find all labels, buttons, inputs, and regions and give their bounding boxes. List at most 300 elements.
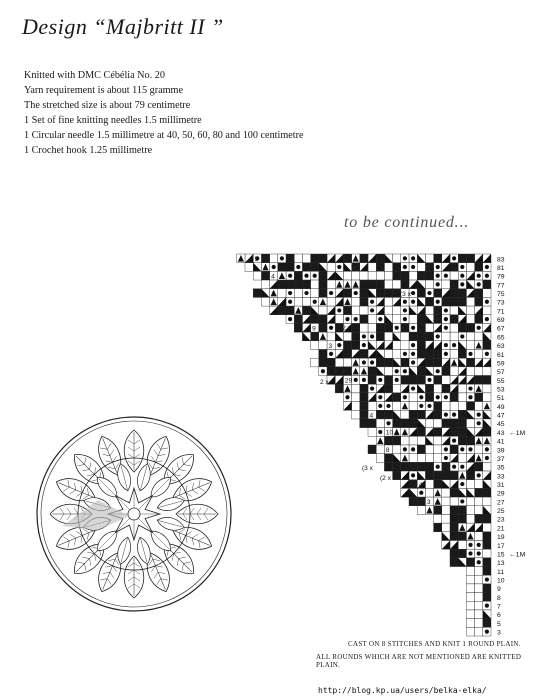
chart-cell [483, 558, 491, 567]
chart-cell [368, 341, 376, 350]
chart-cell [261, 271, 269, 280]
chart-cell [442, 436, 450, 445]
chart-cell [458, 254, 466, 263]
row-number: 37 [497, 455, 505, 463]
chart-cell [475, 488, 483, 497]
row-number: 81 [497, 264, 505, 272]
chart-cell [393, 323, 401, 332]
chart-cell [417, 471, 425, 480]
chart-cell [450, 271, 458, 280]
leaf-icon [176, 504, 218, 524]
chart-cell [278, 289, 286, 298]
chart-cell [458, 488, 466, 497]
chart-cell [311, 358, 319, 367]
chart-cell [475, 549, 483, 558]
chart-cell [270, 254, 278, 263]
chart-cell [483, 497, 491, 506]
chart-cell [434, 315, 442, 324]
chart-cell [368, 271, 376, 280]
chart-cell [434, 263, 442, 272]
row-number: 49 [497, 403, 505, 411]
chart-cell [434, 384, 442, 393]
chart-cell [368, 350, 376, 359]
chart-cell [458, 454, 466, 463]
chart-cell [483, 393, 491, 402]
chart-cell [466, 410, 474, 419]
chart-cell [401, 419, 409, 428]
chart-cell [434, 436, 442, 445]
chart-cell [475, 558, 483, 567]
chart-cell [475, 306, 483, 315]
chart-cell [417, 454, 425, 463]
chart-cell [442, 523, 450, 532]
chart-cell [483, 488, 491, 497]
spec-size: The stretched size is about 79 centimetre [24, 100, 191, 111]
chart-cell [352, 410, 360, 419]
chart-cell [368, 402, 376, 411]
chart-cell [458, 350, 466, 359]
chart-cell [466, 323, 474, 332]
chart-cell [360, 350, 368, 359]
chart-cell [253, 271, 261, 280]
chart-cell [466, 627, 474, 636]
row-number: 79 [497, 273, 505, 281]
row-number: 69 [497, 317, 505, 325]
chart-cell [450, 280, 458, 289]
chart-cell [302, 332, 310, 341]
chart-cell [434, 393, 442, 402]
chart-cell [368, 306, 376, 315]
chart-cell [466, 454, 474, 463]
chart-cell [442, 497, 450, 506]
chart-cell [368, 315, 376, 324]
chart-cell [450, 323, 458, 332]
chart-cell [417, 263, 425, 272]
chart-cell [483, 263, 491, 272]
chart-cell [483, 575, 491, 584]
chart-cell [384, 297, 392, 306]
chart-cell [261, 297, 269, 306]
chart-cell [409, 454, 417, 463]
chart-cell [409, 254, 417, 263]
chart-cell [458, 445, 466, 454]
row-number: 5 [497, 620, 501, 628]
chart-cell [384, 271, 392, 280]
chart-cell [401, 402, 409, 411]
chart-cell [450, 341, 458, 350]
chart-cell [417, 367, 425, 376]
chart-cell [278, 263, 286, 272]
chart-cell [434, 271, 442, 280]
chart-cell [376, 358, 384, 367]
chart-cell [417, 358, 425, 367]
chart-cell [466, 532, 474, 541]
chart-cell [393, 445, 401, 454]
chart-cell [311, 289, 319, 298]
chart-cell [417, 497, 425, 506]
chart-cell [475, 376, 483, 385]
chart-cell [384, 254, 392, 263]
crossing-label: (3 x [362, 465, 373, 472]
chart-cell [368, 358, 376, 367]
chart-cell [450, 462, 458, 471]
chart-cell [466, 350, 474, 359]
chart-cell [483, 358, 491, 367]
chart-cell [343, 271, 351, 280]
chart-cell [401, 306, 409, 315]
chart-cell [401, 323, 409, 332]
chart-cell [270, 306, 278, 315]
cell-count: 7 [287, 308, 292, 316]
chart-cell [343, 367, 351, 376]
row-number: 39 [497, 447, 505, 455]
chart-cell [393, 402, 401, 411]
chart-cell [417, 315, 425, 324]
chart-cell [483, 567, 491, 576]
chart-cell [368, 323, 376, 332]
chart-cell [458, 367, 466, 376]
chart-cell [311, 271, 319, 280]
chart-cell [466, 367, 474, 376]
chart-cell [417, 254, 425, 263]
chart-cell [417, 332, 425, 341]
chart-cell [278, 280, 286, 289]
chart-cell [319, 271, 327, 280]
chart-cell [327, 315, 335, 324]
chart-cell [450, 263, 458, 272]
chart-cell [352, 271, 360, 280]
chart-cell [335, 280, 343, 289]
chart-cell [302, 323, 310, 332]
chart-cell [442, 428, 450, 437]
chart-cell [352, 332, 360, 341]
chart-cell [319, 332, 327, 341]
chart-cell [335, 341, 343, 350]
chart-cell [483, 471, 491, 480]
chart-cell [401, 254, 409, 263]
chart-cell [393, 332, 401, 341]
chart-cell [475, 541, 483, 550]
chart-cell [458, 280, 466, 289]
chart-cell [425, 323, 433, 332]
chart-cell [384, 341, 392, 350]
chart-cell [360, 402, 368, 411]
chart-cell [466, 297, 474, 306]
chart-cell [442, 410, 450, 419]
chart-cell [319, 280, 327, 289]
chart-cell [483, 445, 491, 454]
row-number: 45 [497, 421, 505, 429]
chart-cell [483, 419, 491, 428]
chart-cell [466, 341, 474, 350]
cell-count: 4 [451, 516, 456, 524]
chart-cell [475, 584, 483, 593]
chart-cell [384, 263, 392, 272]
chart-cell [311, 263, 319, 272]
chart-cell [483, 428, 491, 437]
row-number: 33 [497, 473, 505, 481]
chart-cell [376, 428, 384, 437]
chart-cell [393, 462, 401, 471]
chart-cell [425, 480, 433, 489]
chart-cell [409, 428, 417, 437]
chart-cell [475, 315, 483, 324]
chart-cell [483, 410, 491, 419]
chart-cell [376, 306, 384, 315]
chart-cell [368, 393, 376, 402]
chart-cell [458, 541, 466, 550]
chart-cell [393, 393, 401, 402]
chart-cell [425, 358, 433, 367]
chart-cell [335, 376, 343, 385]
chart-cell [401, 350, 409, 359]
chart-cell [450, 445, 458, 454]
chart-cell [417, 350, 425, 359]
chart-cell [294, 289, 302, 298]
increase-markers [509, 430, 526, 559]
chart-cell [384, 393, 392, 402]
chart-cell [434, 254, 442, 263]
chart-cell [483, 376, 491, 385]
chart-cell [483, 549, 491, 558]
row-number: 6 [497, 612, 501, 620]
chart-cell [417, 289, 425, 298]
chart-cell [458, 315, 466, 324]
chart-cell [384, 332, 392, 341]
chart-cell [409, 323, 417, 332]
chart-cell [450, 384, 458, 393]
chart-cell [483, 254, 491, 263]
chart-cell [376, 384, 384, 393]
chart-cell [376, 393, 384, 402]
chart-cell [483, 601, 491, 610]
row-number: 17 [497, 542, 505, 550]
chart-cell [450, 523, 458, 532]
chart-cell [302, 263, 310, 272]
chart-cell [270, 297, 278, 306]
chart-cell [393, 263, 401, 272]
chart-cell [393, 419, 401, 428]
spec-needles: 1 Set of fine knitting needles 1.5 millimetre [24, 115, 202, 126]
chart-cell [261, 254, 269, 263]
chart-cell [376, 289, 384, 298]
chart-cell [475, 610, 483, 619]
chart-cell [294, 280, 302, 289]
chart-cell [319, 350, 327, 359]
chart-cell [393, 280, 401, 289]
chart-cell [311, 280, 319, 289]
chart-cell [409, 497, 417, 506]
chart-cell [384, 419, 392, 428]
chart-cell [466, 480, 474, 489]
chart-cell [261, 289, 269, 298]
chart-cell [376, 436, 384, 445]
chart-cell [401, 428, 409, 437]
chart-cell [368, 254, 376, 263]
chart-cell [401, 480, 409, 489]
chart-cell [442, 323, 450, 332]
chart-cell [475, 393, 483, 402]
chart-cell [450, 419, 458, 428]
chart-cell [343, 332, 351, 341]
chart-cell [425, 376, 433, 385]
plain-rounds-note: ALL ROUNDS WHICH ARE NOT MENTIONED ARE KNITTED PLAIN. [316, 653, 522, 669]
chart-cell [384, 376, 392, 385]
cell-count: 10 [385, 429, 394, 437]
chart-cell [401, 445, 409, 454]
chart-cell [376, 271, 384, 280]
chart-cell [384, 384, 392, 393]
chart-cell [450, 410, 458, 419]
row-number: 31 [497, 482, 505, 490]
chart-cell [434, 506, 442, 515]
chart-cell [352, 376, 360, 385]
chart-cell [442, 367, 450, 376]
chart-cell [466, 280, 474, 289]
chart-cell [311, 332, 319, 341]
chart-cell [417, 436, 425, 445]
chart-cell [483, 297, 491, 306]
chart-cell [409, 341, 417, 350]
chart-cell [458, 402, 466, 411]
chart-cell [458, 532, 466, 541]
row-number: 59 [497, 360, 505, 368]
chart-cell [458, 376, 466, 385]
chart-cell [319, 367, 327, 376]
leaf-icon [124, 556, 144, 598]
chart-cell [483, 462, 491, 471]
chart-cell [270, 280, 278, 289]
chart-cell [417, 323, 425, 332]
chart-cell [475, 297, 483, 306]
chart-cell [458, 263, 466, 272]
chart-cell [393, 428, 401, 437]
chart-cell [483, 350, 491, 359]
chart-cell [327, 367, 335, 376]
chart-cell [442, 462, 450, 471]
row-number: 55 [497, 377, 505, 385]
chart-cell [294, 271, 302, 280]
chart-cell [475, 332, 483, 341]
chart-cell [434, 410, 442, 419]
chart-cell [409, 332, 417, 341]
chart-cell [286, 315, 294, 324]
chart-cell [311, 306, 319, 315]
chart-cell [458, 428, 466, 437]
chart-cell [458, 332, 466, 341]
chart-cell [319, 323, 327, 332]
chart-cell [343, 315, 351, 324]
chart-cell [393, 376, 401, 385]
chart-cell [442, 358, 450, 367]
chart-cell [466, 506, 474, 515]
chart-cell [368, 332, 376, 341]
chart-cell [384, 454, 392, 463]
chart-cell [417, 341, 425, 350]
chart-cell [483, 315, 491, 324]
cell-count: 3 [426, 499, 431, 507]
chart-cell [343, 384, 351, 393]
chart-cell [376, 367, 384, 376]
chart-cell [376, 280, 384, 289]
chart-cell [466, 584, 474, 593]
chart-cell [393, 410, 401, 419]
row-number: 9 [497, 586, 501, 594]
chart-cell [368, 428, 376, 437]
chart-cells [237, 254, 491, 636]
chart-cell [442, 384, 450, 393]
chart-cell [245, 254, 253, 263]
chart-cell [384, 315, 392, 324]
chart-cell [360, 306, 368, 315]
chart-cell [425, 254, 433, 263]
chart-cell [442, 297, 450, 306]
cast-on-note: CAST ON 8 STITCHES AND KNIT 1 ROUND PLAIN. [348, 640, 521, 648]
chart-cell [475, 575, 483, 584]
chart-cell [384, 402, 392, 411]
chart-cell [475, 254, 483, 263]
chart-cell [368, 384, 376, 393]
chart-cell [434, 341, 442, 350]
chart-cell [253, 263, 261, 272]
chart-cell [425, 306, 433, 315]
chart-cell [475, 350, 483, 359]
source-url: http://blog.kp.ua/users/belka-elka/ [318, 686, 487, 695]
chart-cell [475, 497, 483, 506]
chart-cell [483, 341, 491, 350]
chart-cell [425, 289, 433, 298]
chart-cell [335, 263, 343, 272]
chart-cell [466, 462, 474, 471]
chart-cell [409, 410, 417, 419]
chart-cell [294, 254, 302, 263]
chart-cell [393, 315, 401, 324]
chart-cell [450, 506, 458, 515]
chart-cell [425, 410, 433, 419]
chart-cell [425, 506, 433, 515]
chart-cell [466, 610, 474, 619]
chart-cell [466, 428, 474, 437]
chart-cell [475, 263, 483, 272]
chart-cell [278, 271, 286, 280]
chart-cell [483, 384, 491, 393]
row-number: 19 [497, 534, 505, 542]
chart-cell [450, 497, 458, 506]
chart-cell [475, 367, 483, 376]
chart-cell [425, 445, 433, 454]
chart-cell [417, 419, 425, 428]
chart-cell [442, 332, 450, 341]
chart-cell [409, 384, 417, 393]
chart-cell [376, 332, 384, 341]
chart-cell [458, 549, 466, 558]
chart-cell [384, 289, 392, 298]
crossing-label: (2 x [340, 325, 351, 332]
chart-cell [409, 480, 417, 489]
row-number: 51 [497, 395, 505, 403]
chart-cell [376, 263, 384, 272]
chart-cell [393, 454, 401, 463]
cell-count: 3 [328, 342, 333, 350]
chart-cell [434, 332, 442, 341]
chart-cell [327, 350, 335, 359]
row-number: 71 [497, 308, 505, 316]
row-number: 3 [497, 629, 501, 637]
chart-cell [278, 306, 286, 315]
chart-cell [483, 584, 491, 593]
chart-cell [409, 263, 417, 272]
chart-cell [409, 419, 417, 428]
